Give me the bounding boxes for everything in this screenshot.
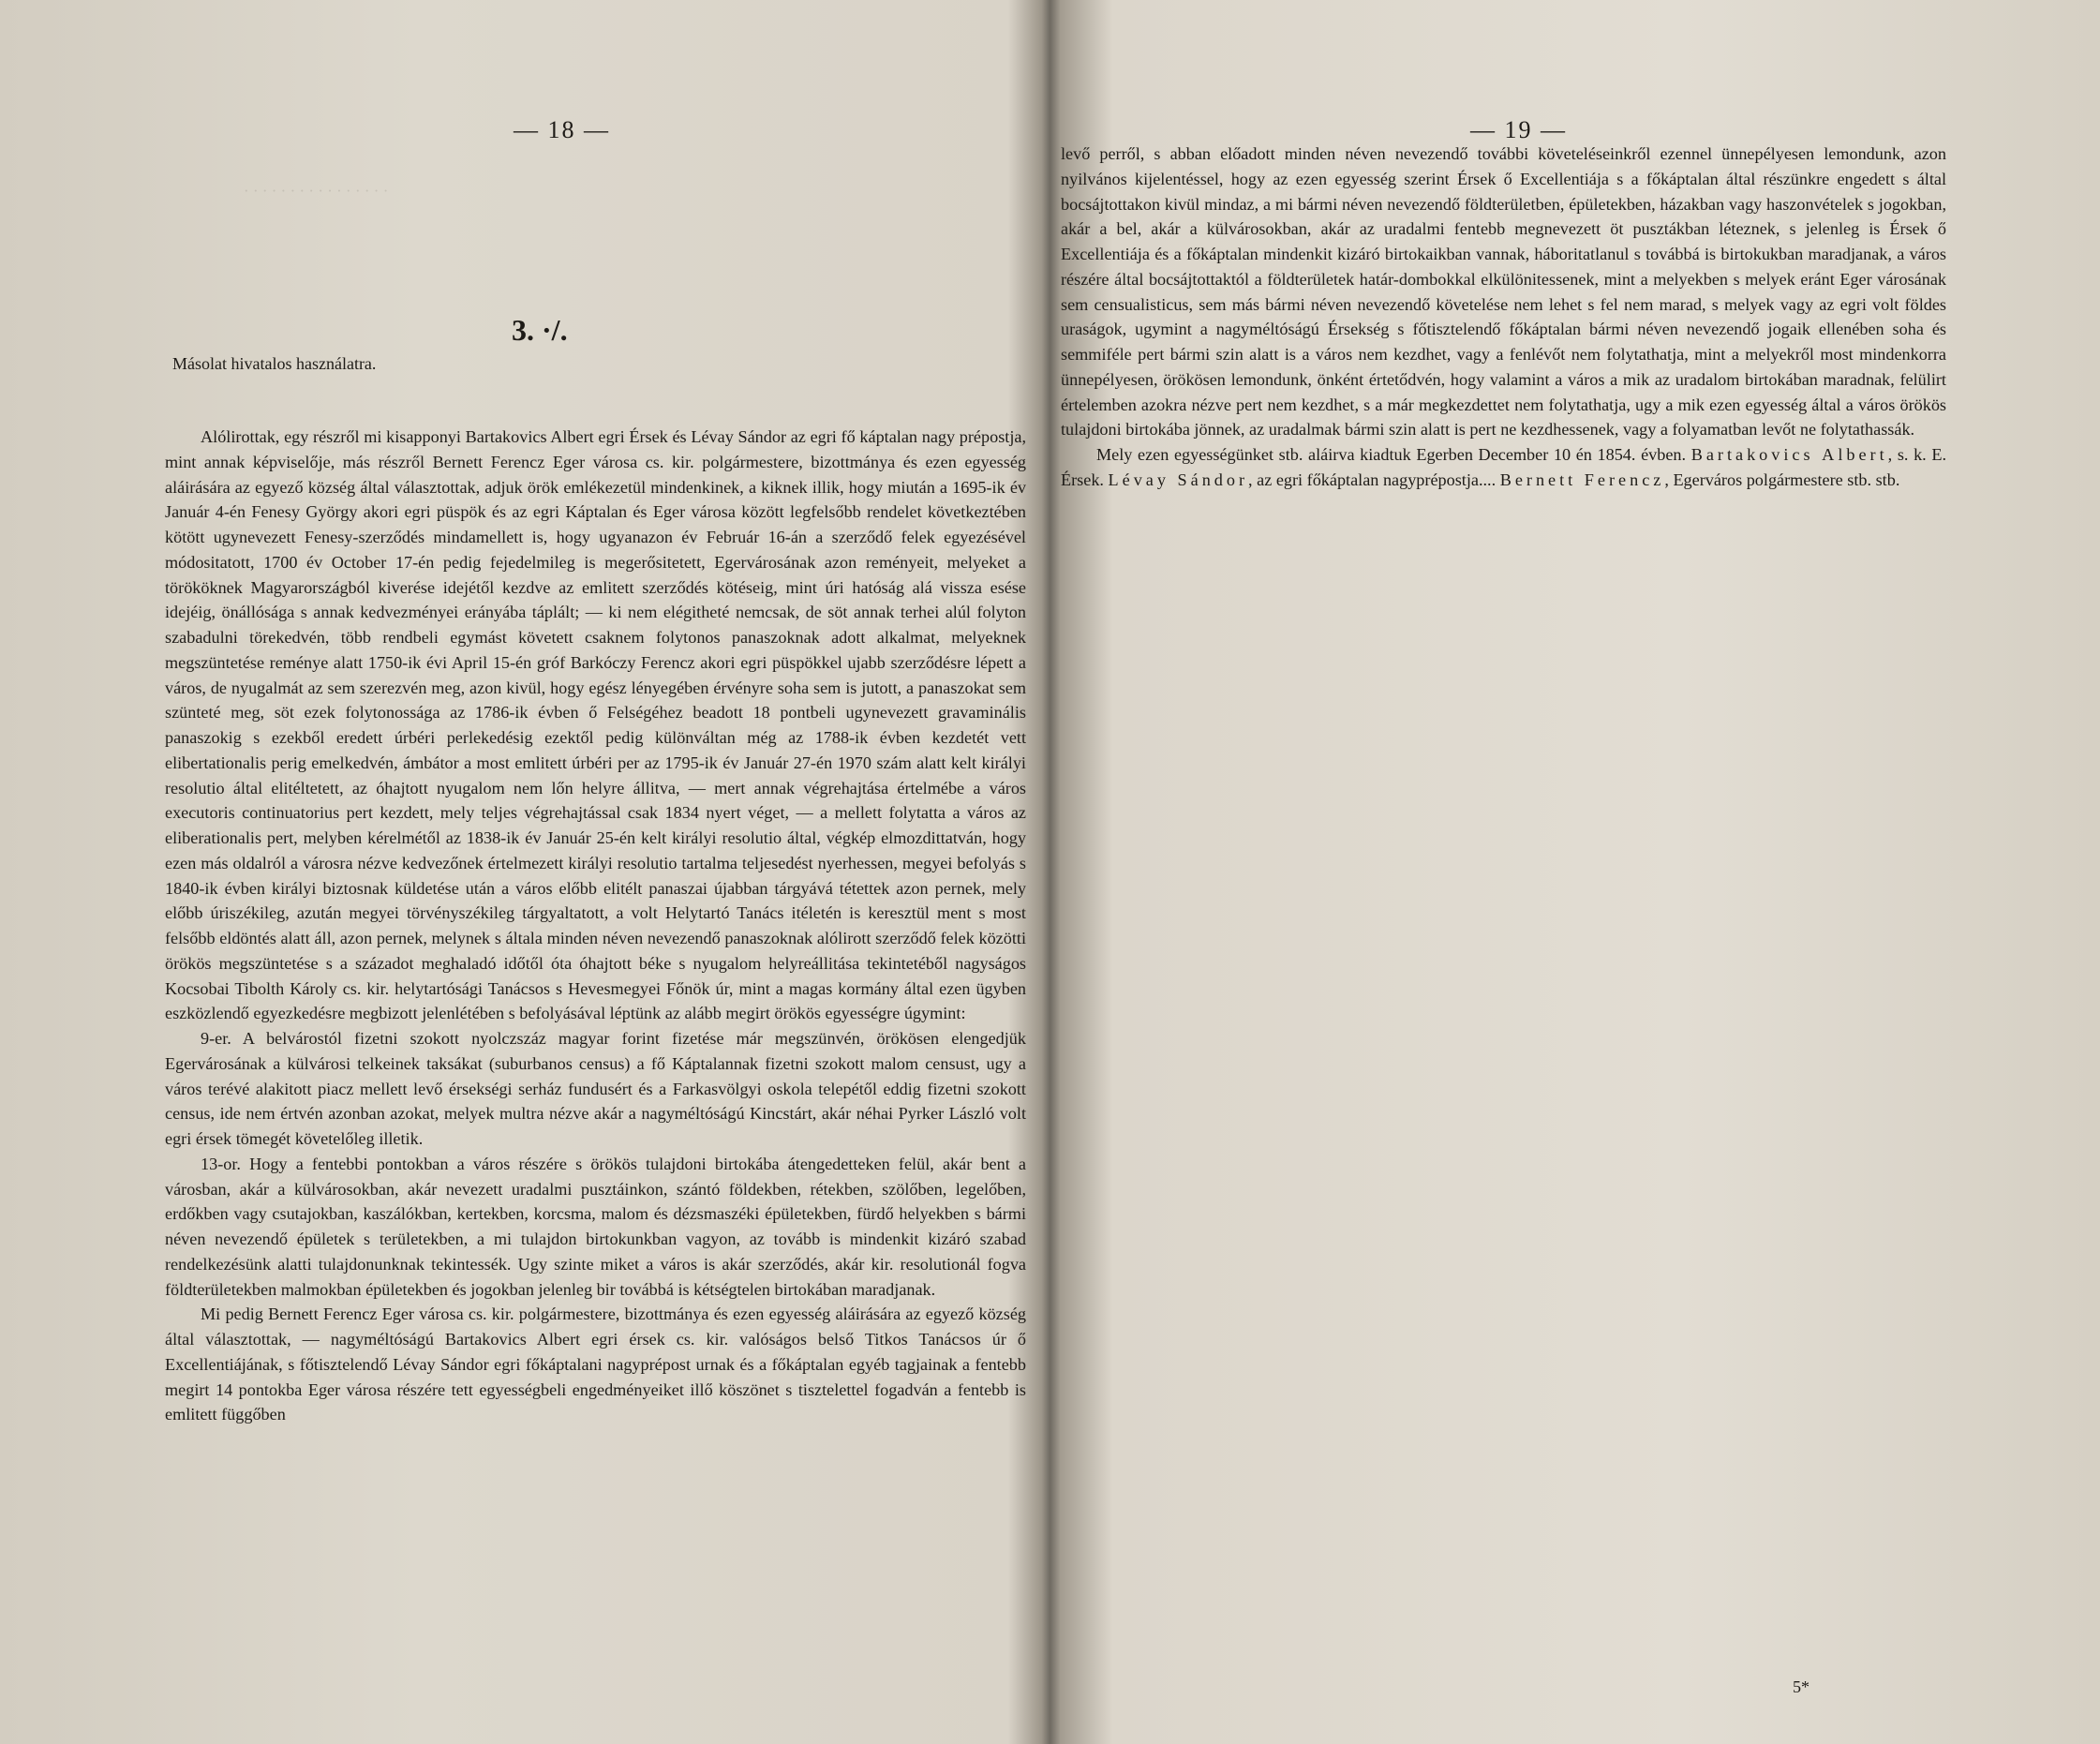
signer-title: , s. k. E. Érsek. [1061, 445, 1947, 489]
closing-paragraph [1061, 442, 1946, 493]
signer-name: Bartakovics Albert [1690, 445, 1888, 464]
signature-mark: 5* [1793, 1677, 1810, 1696]
paragraph: levő perről, s abban előadott minden néven nevezendő további követeléseinkről ezennel ünnepélyesen lemondunk, azon nyilvános kijelentéssel, hogy az ezen egyesség szerint Érsek ő Excellentiája s a főkáptalan által részünkre engedett s által bocsájtottakon kivül mindaz, a mi bármi néven nevezendő földterületben, épületekben, házakban vagy haszonvételek s jogokban, akár a bel, akár a külvárosokban, akár az uradalmi fentebb megnevezett öt pusztákban léteznek, s jelenleg is Érsek ő Excellentiája és a főkáptalan mindenkit kizáró birtokaikban vannak, háboritatlanul s továbbá is birtokukban maradjanak, a város részére által bocsájtottaktól a földterületek határ-dombokkal elkülönitessenek, mint a melyekben s melyek eránt Eger városának sem censualisticus, sem más bármi néven nevezendő követelése nem lehet s fel nem marad, s melyek vagy az egri volt földes uraságok, ugymint a nagyméltóságú Érsekség s főtisztelendő főkáptalan bármi néven nevezendő jogaik ellenében soha és semmiféle pert bármi szin alatt is a város nem kezdhet, vagy a fenlévőt nem folytathatja, mint a melyekről most mindenkorra ünnepélyesen, örökösen lemondunk, önként értetődvén, hogy valamint a város a mik az uradalom birtokában maradnak, felülirt értelemben azokra nézve pert nem kezdhet, s a már megkezdettet nem folytathatja, ugy a mik ezen egyesség által a város örökös tulajdoni birtokába jönnek, az uradalmak bármi szin alatt is pert ne kezdhessenek, vagy a folyamatban levőt ne folytathassák. [1061, 144, 1946, 440]
section-mark: 3. ·/. [512, 313, 568, 347]
copy-note: Másolat hivatalos használatra. [172, 354, 377, 373]
left-page [0, 0, 1045, 1744]
paragraph: Alólirottak, egy részről mi kisapponyi Bartakovics Albert egri Érsek és Lévay Sándor az egri fő káptalan nagy prépostja, mint annak képviselője, más részről Bernett Ferencz Eger városa cs. kir. polgármestere, bizottmánya és ezen egyesség aláirására az egyező község által választottak, adjuk örök emlékezetül mindenkinek, a kiknek illik, hogy miután a 1695-ik év Január 4-én Fenesy György akori egri püspök és az egri Káptalan és Eger városa között legfelsőbb rendelet következtében kötött ugynevezett Fenesy-szerződés mindamellett is, hogy ugyanazon év Február 16-án a szerződő felek egyezésével módositatott, 1700 év October 17-én pedig fejedelmileg is megerősitetett, Egervárosának azon reményeit, melyeket a törököknek Magyarországból kiverése idejétől kezdve az emlitett szerződés kötéseig, mint úri hatóság alá vissza esése idejéig, önállósága s annak kedvezményei erányába táplált; — ki nem elégitheté nemcsak, de söt annak terhei alúl folyton szabadulni törekedvén, több rendbeli egymást követett csaknem folytonos panaszoknak adott alkalmat, melyeknek megszüntetése reménye alatt 1750-ik évi April 15-én gróf Barkóczy Ferencz akori egri püspökkel ujabb szerződésre lépett a város, de nyugalmát az sem szerezvén meg, azon kivül, hogy egész lényegében érvényre soha sem is jutott, a panaszokat sem szünteté meg, söt ezek folytonossága az 1786-ik évben ő Felségéhez beadott 18 pontbeli ugynevezett gravaminális panaszokig s ezekből eredett úrbéri perlekedésig ezektől pedig különváltan még az 1788-ik évben kezdetét vett elibertationalis perig emelkedvén, ámbátor a most emlitett úrbéri per az 1795-ik év Január 27-én 1970 szám alatt kelt királyi resolutio által elitéltetett, az óhajtott nyugalom nem lőn helyre állitva, — mert annak végrehajtása értelmébe a város executoris continuatorius pert kezdett, mely teljes végrehajtással csak 1834 nyert véget, — a mellett folytatta a város az eliberationalis pert, melyben kérelmétől az 1838-ik év Január 25-én kelt királyi resolutio által, végkép elmozdittatván, hogy ezen más oldalról a városra nézve kedvezőnek értelmezett királyi resolutio tartalma teljesedést nyerhessen, megyei befolyás s 1840-ik évben királyi biztosnak küldetése után a város előbb elitélt panaszai újabban tárgyává tétettek azon pernek, mely előbb úriszékileg, azután megyei törvényszékileg tárgyaltatott, a volt Helytartó Tanács itéletén is keresztül ment s most felsőbb eldöntés alatt áll, azon pernek, melynek s általa minden néven nevezendő panaszoknak alólirott szerződő felek közötti örökös megszüntetése s a századot meghaladó időtől óta óhajtott béke s nyugalom helyreállitása tekintetéből nagyságos Kocsobai Tibolth Károly cs. kir. helytartósági Tanácsos s Hevesmegyei Főnök úr, mint a magas kormány által ezen ügyben eszközlendő egyezkedésre megbizott jelenlétében s befolyásával léptünk az alább megirt örökös egyességre úgymint: [165, 427, 1026, 1023]
signer-name: Bernett Ferencz [1499, 470, 1665, 489]
paragraph: 13-or. Hogy a fentebbi pontokban a város részére s örökös tulajdoni birtokába átengedetteken felül, akár bent a városban, akár a külvárosokban, akár nevezett uradalmi pusztáinkon, szántó földekben, rétekben, szölőben, legelőben, erdőkben vagy csutajokban, kaszálókban, kertekben, korcsma, malom és dézsmaszéki épületekben, fürdő helyekben s bármi néven nevezendő épületek s területekben, a mi tulajdon birtokunkban vagyon, az tovább is mindenkit kizáró szabad rendelkezésünk alatti tulajdonunknak tekintessék. Ugy szinte miket a város is akár szerződés, akár kir. resolutionál fogva földterületekben malmokban épületekben és jogokban jelenleg bir továbbá is kétségtelen birtokában maradjanak. [165, 1154, 1026, 1299]
right-body-text [1061, 142, 1946, 493]
paragraph: 9-er. A belvárostól fizetni szokott nyolczszáz magyar forint fizetése már megszünvén, örökösen elengedjük Egervárosának a külvárosi telkeinek taksákat (suburbanos census) a fő Káptalannak fizetni szokott malom censust, ugy a város terévé alakitott piacz mellett levő érsekségi serház fundusért és a Farkasvölgyi oskola telepétől eddig fizetni szokott census, ide nem értvén azonban azokat, melyek multra nézve akár a nagyméltóságú Kincstárt, akár néhai Pyrker László volt egri érsek tömegét követelőleg illetik. [165, 1029, 1026, 1148]
closing-lead: Mely ezen egyességünket stb. aláirva kiadtuk Egerben December 10 én 1854. évben. [1096, 445, 1687, 464]
paragraph: Mi pedig Bernett Ferencz Eger városa cs. kir. polgármestere, bizottmánya és ezen egyesség aláirására az egyező község által választottak, — nagyméltóságú Bartakovics Albert egri érsek cs. kir. valóságos belső Titkos Tanácsos úr ő Excellentiájának, s főtisztelendő Lévay Sándor egri főkáptalani nagyprépost urnak és a főkáptalan egyéb tagjainak a fentebb megirt 14 pontokba Eger városa részére tett egyességbeli engedményeiket illő köszönet s tisztelettel fogadván a fentebb is emlitett függőben [165, 1304, 1026, 1424]
bleed-through-text: · · · · · · · · · · · · · · · · [244, 182, 389, 200]
page-number: — 19 — [1470, 116, 1567, 143]
right-page [1055, 0, 2100, 1744]
left-body-text [165, 425, 1026, 1427]
signer-name: Lévay Sándor [1108, 470, 1249, 489]
signer-title: , az egri főkáptalan nagyprépostja.... [1248, 470, 1497, 489]
page-number: — 18 — [514, 116, 610, 143]
signer-title: , Egerváros polgármestere stb. stb. [1664, 470, 1900, 489]
